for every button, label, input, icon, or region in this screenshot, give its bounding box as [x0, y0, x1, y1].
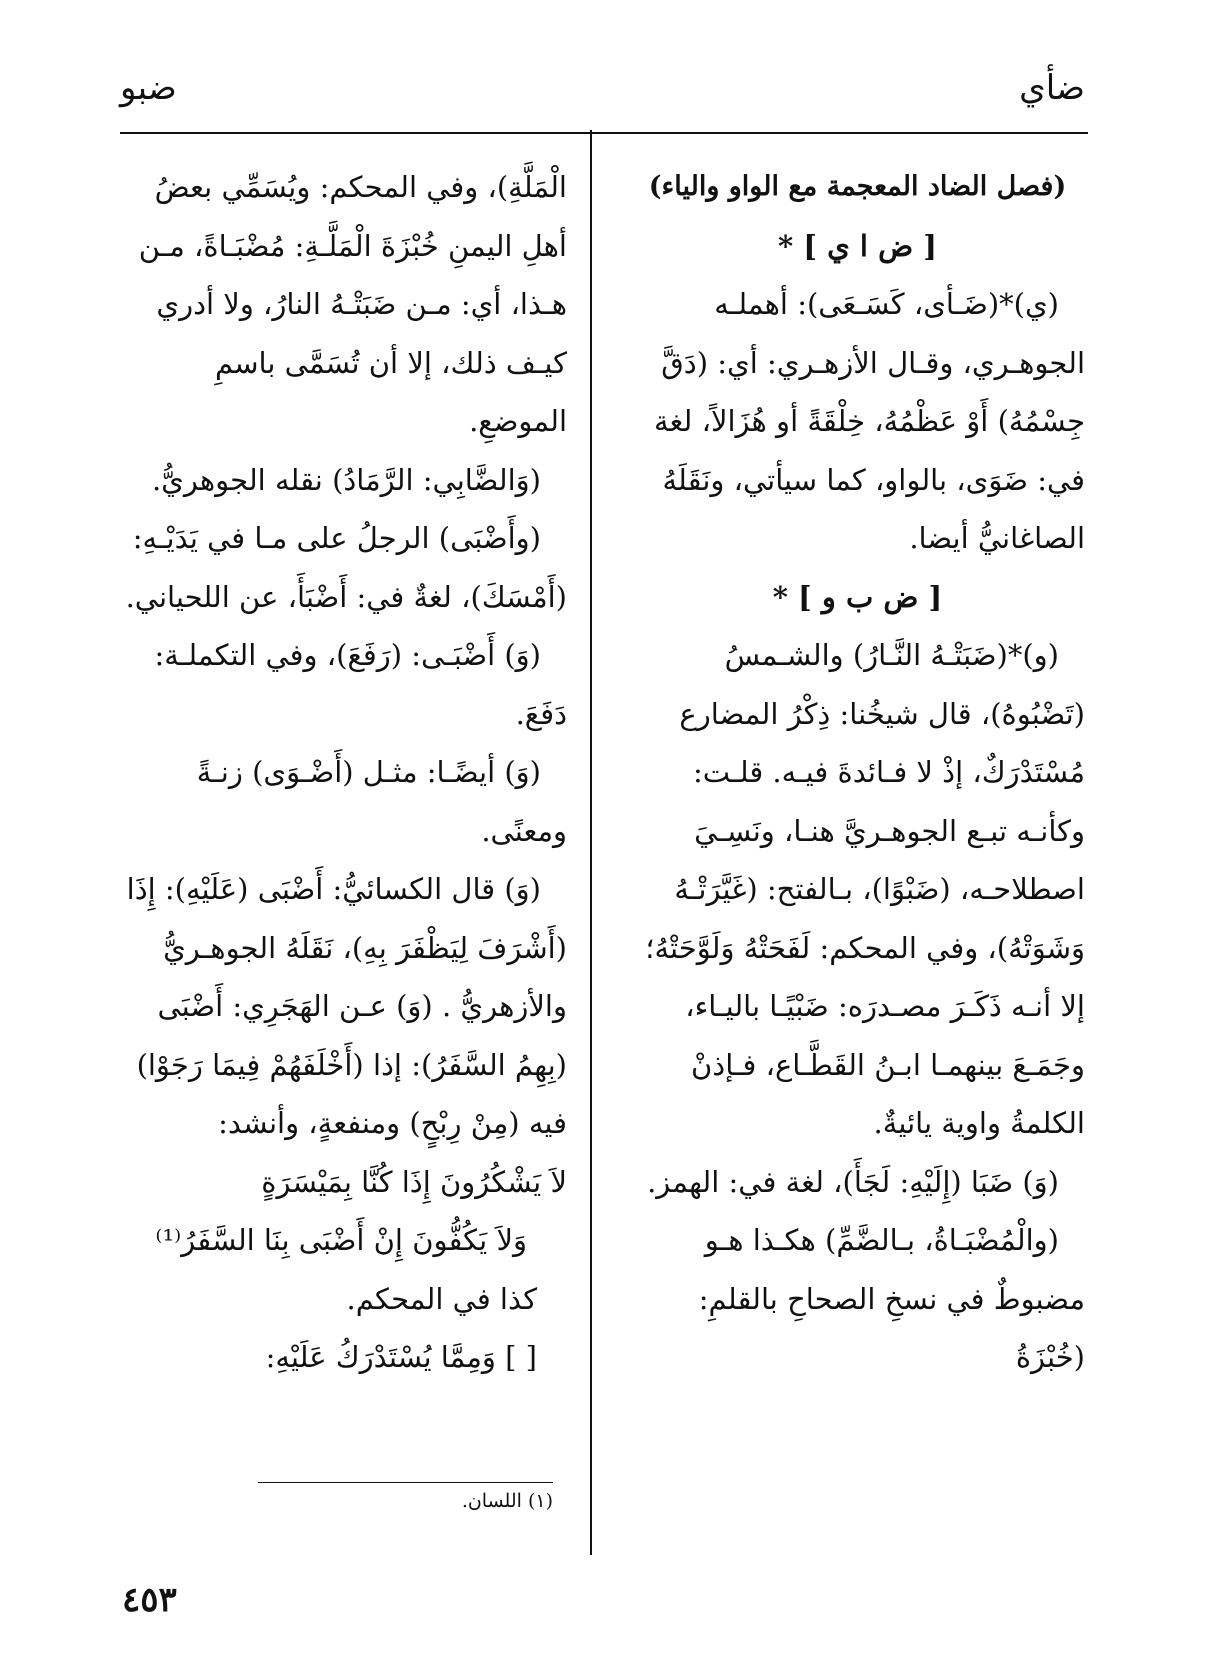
header-rule: [120, 132, 1088, 134]
entry-root-dhbw: [ ض ب و ] *: [772, 579, 943, 614]
running-head-left: ضبو: [120, 68, 177, 108]
running-head-right: ضأي: [1019, 68, 1085, 108]
paragraph-6: (وَ) قال الكسائيُّ: أَضْبَى (عَلَيْهِ): إِذَا (أَشْرَفَ لِيَظْفَرَ بِهِ)، نَقَلَهُ الجوهـريُّ والأزهريُّ . (وَ) عـن الهَجَرِي: أَضْبَى (بِهِمُ السَّفَرُ): إذا (أَخْلَفَهُمْ فِيمَا رَجَوْا) فيه (مِنْ رِبْحٍ) ومنفعةٍ، وأنشد:: [126, 872, 567, 1140]
section-title: (فصل الضاد المعجمة مع الواو والياء): [648, 171, 1067, 202]
column-divider: [590, 130, 592, 1555]
verse-line-1: لاَ يَشْكُرُونَ إِذَا كُنَّا بِمَيْسَرَةٍ: [261, 1164, 567, 1199]
entry-root-dhay: [ ض ا ي ] *: [778, 228, 937, 263]
entry-text-dhbw-2: (وَ) ضَبَا (إِلَيْهِ: لَجَأَ)، لغة في: الهمز.: [647, 1164, 1059, 1199]
right-column: [630, 158, 1085, 1387]
paragraph-1: الْمَلَّةِ)، وفي المحكم: ويُسَمِّي بعضُ أهلِ اليمنِ خُبْزَةَ الْمَلَّـةِ: مُضْبَـاةً، مـن هـذا، أي: مـن ضَبَتْـهُ النارُ، ولا أدري كيـف ذلك، إلا أن تُسَمَّى باسمِ الموضعِ.: [138, 170, 567, 438]
page-number: ٤٥٣: [122, 1580, 177, 1620]
paragraph-4: (وَ) أَضْبَـى: (رَفَعَ)، وفي التكملـة: دَفَعَ.: [154, 638, 567, 731]
entry-text-dhbw-1: (و)*(ضَبَتْـهُ النَّـارُ) والشـمسُ (تَضْبُوهُ)، قال شيخُنا: ذِكْرُ المضارع مُسْتَدْرَكٌ، إذْ لا فـائدةَ فيـه. قلـت: وكأنـه تبـع الجوهـريَّ هنـا، ونَسِـيَ اصطلاحـه، (ضَبْوًا)، بـالفتح: (غَيَّرَتْـهُ وَشَوَتْهُ)، وفي المحكم: لَفَحَتْهُ وَلَوَّحَتْهُ؛ إلا أنـه ذَكَـرَ مصـدرَه: ضَبْيًـا باليـاء، وجَمَـعَ بينهمـا ابـنُ القَطَّـاع، فـإذنْ الكلمةُ واوية يائيةٌ.: [645, 638, 1085, 1140]
paragraph-2: (وَالضَّابِي: الرَّمَادُ) نقله الجوهريُّ.: [151, 462, 541, 497]
page-header: [120, 68, 1085, 132]
footnote: (١) اللسان.: [461, 1490, 553, 1512]
entry-text-dhay: (ي)*(ضَـأى، كَسَـعَى): أهملـه الجوهـري، وقـال الأزهـري: أي: (دَقَّ جِسْمُهُ) أَوْ عَظْمُهُ، خِلْقَةً أو هُزَالاً، لغة في: ضَوَى، بالواو، كما سيأتي، ونَقَلَهُ الصاغانيُّ أيضا.: [654, 287, 1085, 555]
left-column: [122, 158, 567, 1387]
paragraph-7: كذا في المحكم.: [346, 1281, 537, 1316]
footnote-rule: [258, 1482, 553, 1483]
paragraph-5: (وَ) أيضًـا: مثـل (أَضْـوَى) زنـةً ومعنًى.: [196, 755, 567, 848]
entry-text-dhbw-3: (والْمُضْبَـاةُ، بـالضَّمِّ) هكـذا هـو مضبوطٌ في نسخِ الصحاحِ بالقلمِ: (خُبْزَةُ: [698, 1223, 1085, 1374]
paragraph-3: (وأَضْبَى) الرجلُ على مـا في يَدَيْـهِ: (أَمْسَكَ)، لغةٌ في: أَضْبَأَ، عن اللحياني.: [125, 521, 567, 614]
verse-line-2: وَلاَ يَكُفُّونَ إِنْ أَضْبَى بِنَا السَّفَرُ⁽¹⁾: [155, 1223, 527, 1257]
paragraph-8: [ ] وَمِمَّا يُسْتَدْرَكُ عَلَيْهِ:: [265, 1340, 537, 1374]
